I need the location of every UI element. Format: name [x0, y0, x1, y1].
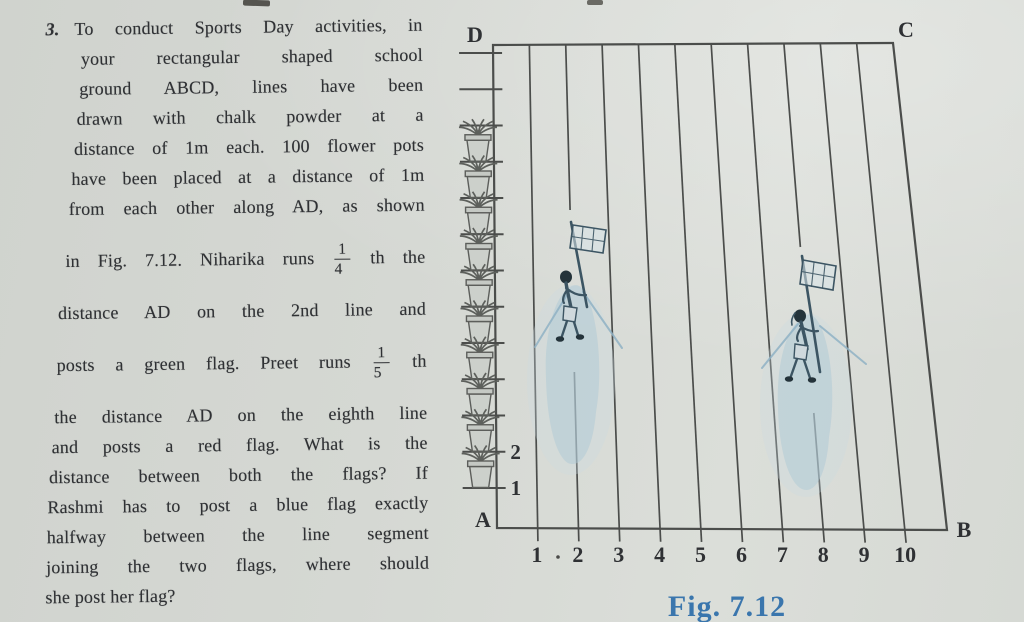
chalk-line-10 [857, 43, 906, 543]
problem-text-line: drawn with chalk powder at a [76, 104, 424, 129]
problem-text-line: the distance AD on the eighth line [54, 402, 428, 428]
question-number: 3. [45, 19, 60, 40]
chalk-line-3 [602, 44, 620, 541]
problem-text-line: Rashmi has to post a blue flag exactly [47, 492, 429, 518]
problem-text-line: your rectangular shaped school [80, 44, 424, 69]
runner-shoe [556, 336, 564, 342]
figure-7-12 [440, 0, 1024, 622]
problem-text-line: distance AD on the 2nd line and [57, 298, 427, 324]
corner-label-D: D [467, 22, 483, 47]
fraction: $\frac{1}{4}$ [334, 240, 350, 279]
line-number-4: 4 [654, 542, 666, 567]
problem-text-line: halfway between the line segment [46, 522, 429, 548]
problem-text-line: distance between both the flags? If [48, 462, 429, 488]
cropped-text-artifact [243, 0, 270, 6]
problem-text-line: ground ABCD, lines have been [79, 74, 424, 99]
line-number-9: 9 [858, 542, 870, 567]
problem-text-line: joining the two flags, where should [45, 552, 430, 578]
fraction: $\frac{1}{5}$ [373, 344, 389, 383]
problem-text-line: posts a green flag. Preet runs $\frac{1}{5}$ th [56, 343, 427, 382]
runner-shoe [576, 334, 584, 340]
chalk-line-5 [675, 44, 702, 542]
line-number-10: 10 [894, 542, 917, 567]
green-flag-runner-figure [527, 222, 622, 475]
line-number-1: 1 [531, 542, 543, 567]
problem-text-line: from each other along AD, as shown [68, 194, 425, 220]
problem-text-line: 3. To conduct Sports Day activities, in [45, 14, 423, 40]
chalk-line-4 [638, 44, 660, 541]
chalk-line-2 [566, 45, 570, 210]
chalk-line-8 [784, 44, 800, 247]
problem-text-line: in Fig. 7.12. Niharika runs $\frac{1}{4}$ th the [65, 240, 426, 279]
print-speck [556, 555, 560, 559]
corner-label-A: A [475, 507, 491, 532]
chalk-line-6 [711, 44, 742, 542]
line-number-labels [531, 542, 916, 567]
problem-text-line: distance of 1m each. 100 flower pots [73, 134, 425, 159]
line-number-6: 6 [735, 542, 747, 567]
chalk-line-1 [529, 45, 538, 541]
runner-shorts [794, 344, 808, 360]
ad-tick-labels [510, 440, 521, 500]
ad-tick-label-2: 2 [510, 439, 521, 464]
problem-text-line: she post her flag? [45, 585, 176, 608]
ad-tick-label-1: 1 [510, 476, 522, 500]
problem-text-line: have been placed at a distance of 1m [71, 164, 425, 189]
problem-text-line: and posts a red flag. What is the [51, 432, 428, 458]
runner-shorts [563, 306, 577, 322]
runner-head [794, 310, 806, 323]
runner-shoe [808, 377, 816, 383]
line-number-5: 5 [695, 542, 707, 567]
line-number-7: 7 [776, 542, 788, 567]
figure-caption: Fig. 7.12 [667, 590, 787, 622]
line-number-2: 2 [572, 542, 584, 567]
problem-statement [38, 10, 429, 613]
corner-label-B: B [956, 517, 972, 542]
line-number-3: 3 [613, 542, 625, 567]
corner-label-C: C [898, 17, 914, 42]
runner-shoe [785, 376, 793, 382]
line-number-8: 8 [817, 542, 829, 567]
